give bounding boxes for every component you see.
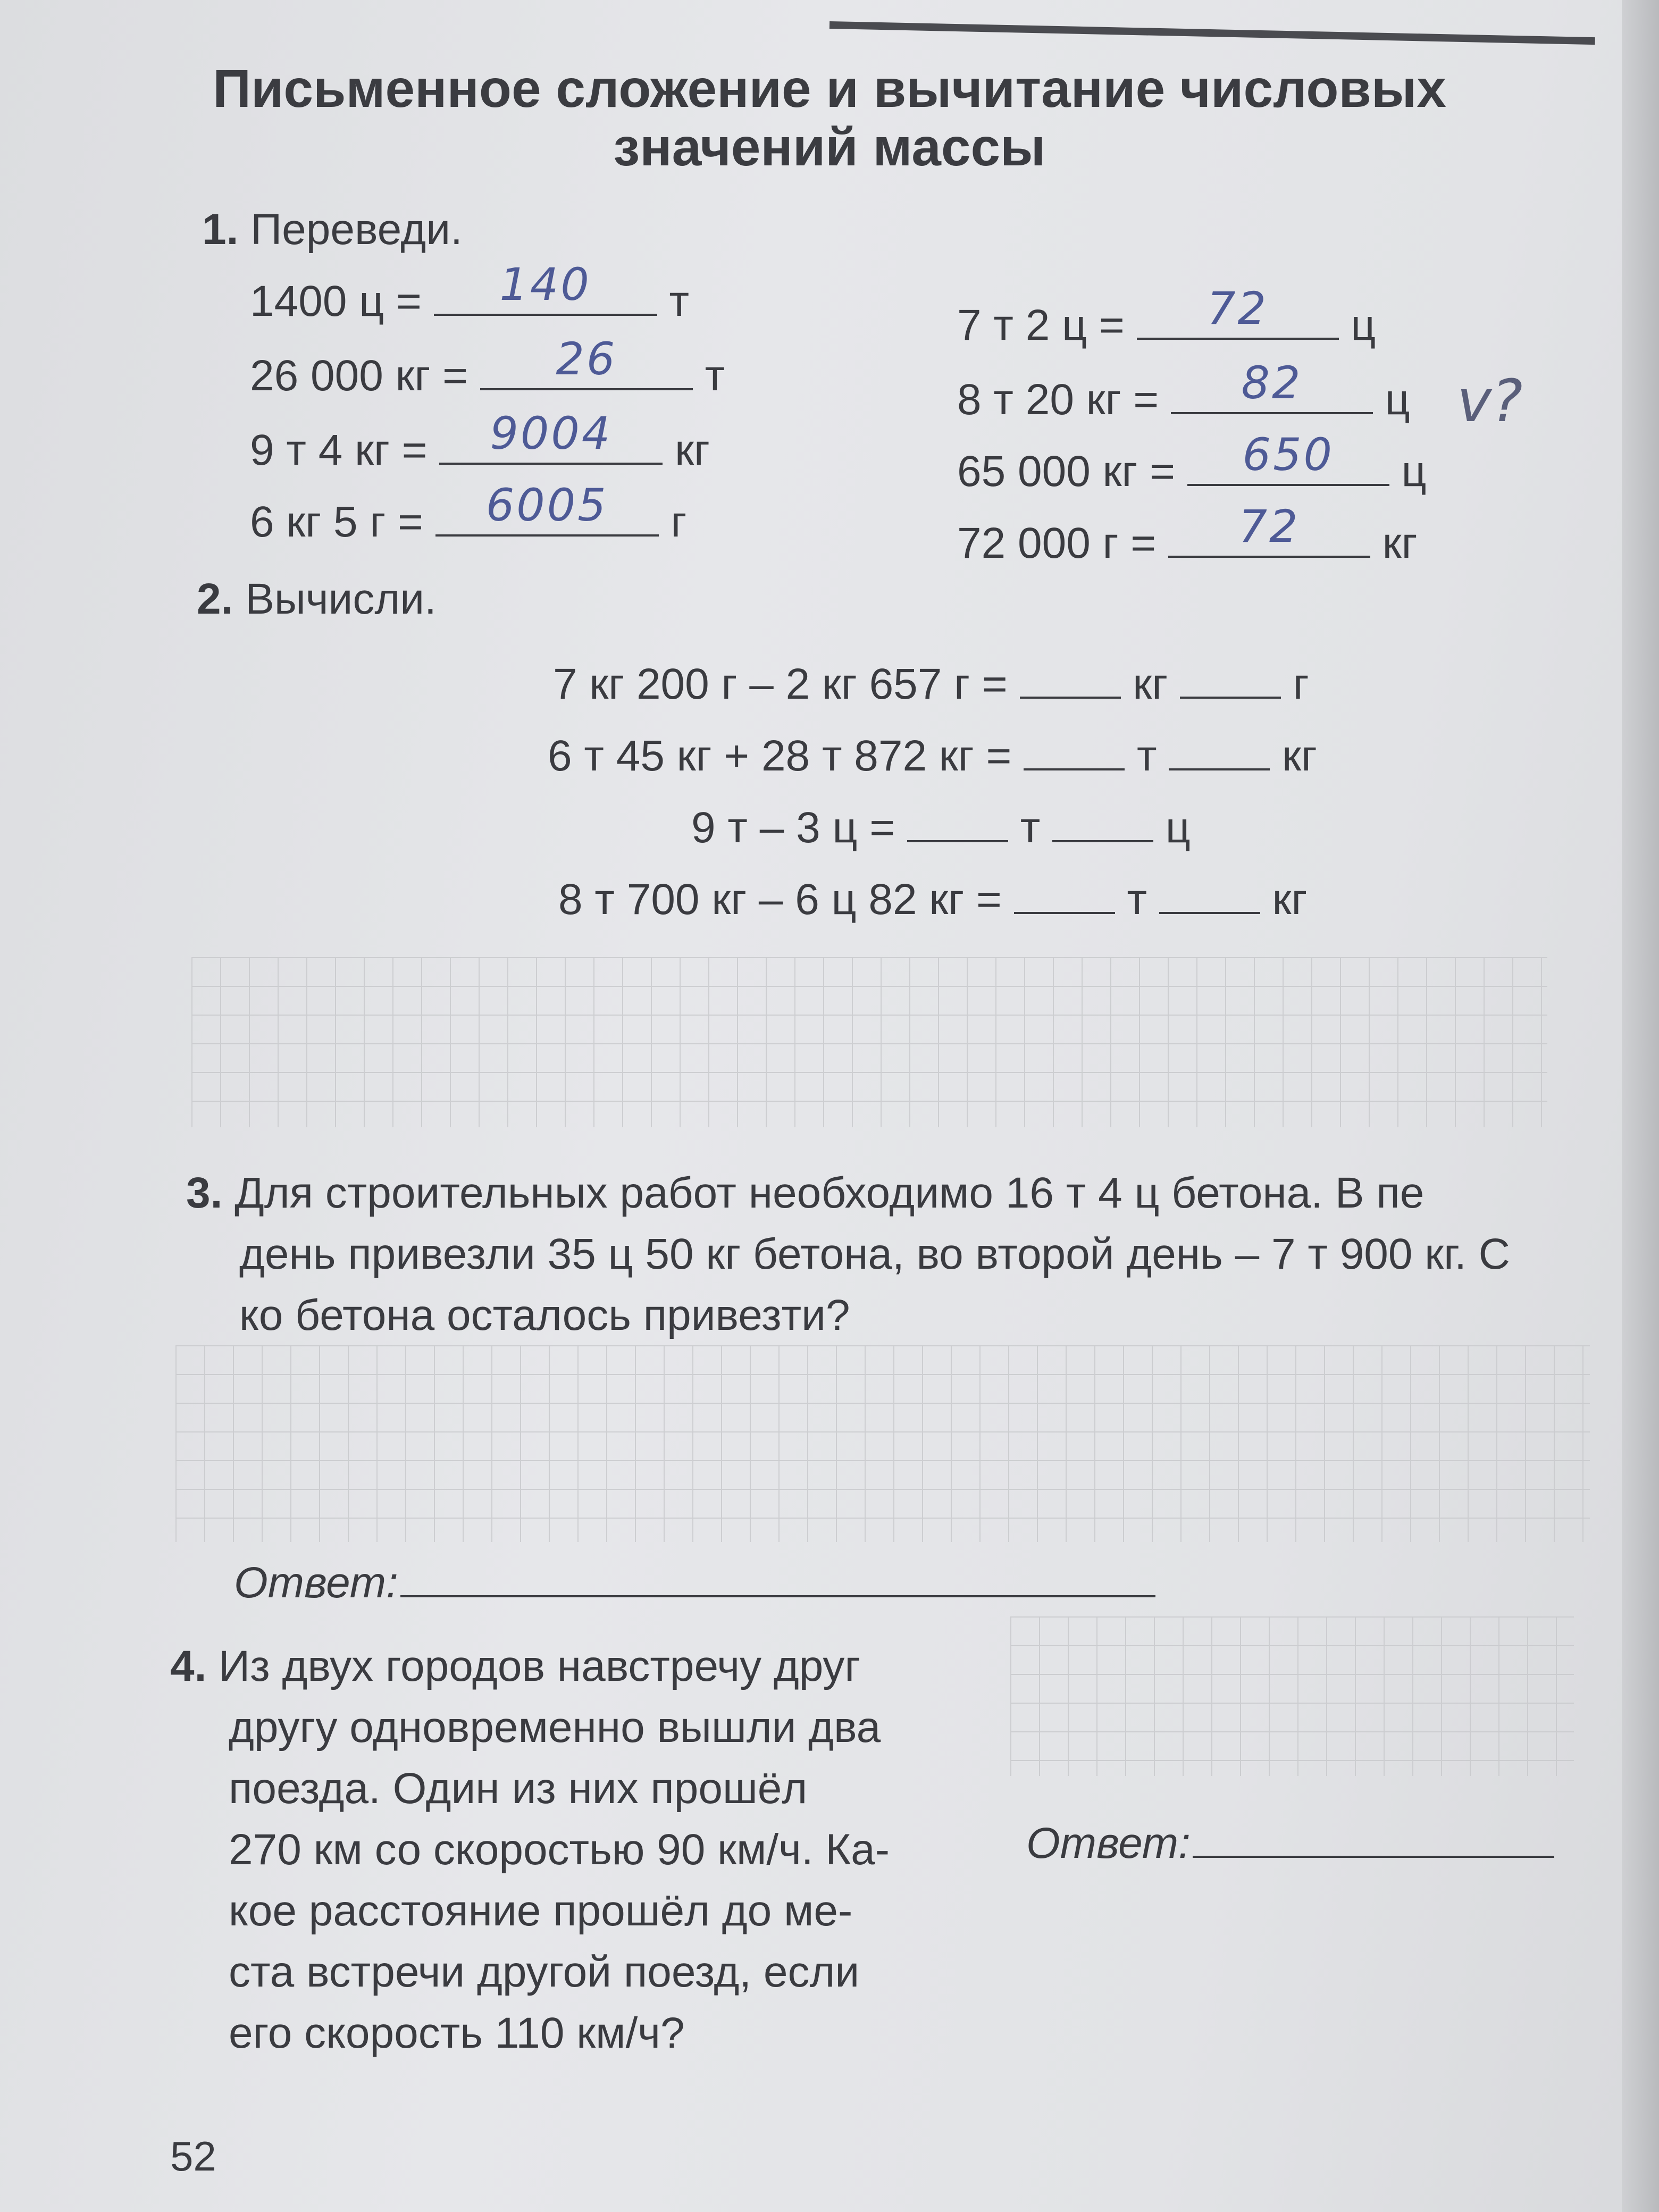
ex2-blank-1[interactable]	[1020, 659, 1121, 699]
page-edge	[1622, 0, 1659, 2212]
ex1-expr: 7 т 2 ц =	[957, 301, 1125, 349]
ex4-work-grid[interactable]	[1010, 1616, 1574, 1776]
ex1-expr: 26 000 кг =	[250, 351, 468, 400]
ex1-answer-blank[interactable]	[1187, 429, 1389, 486]
ex1-right-row-2	[957, 357, 1410, 425]
page-number: 52	[170, 2133, 216, 2180]
ex1-right-row-4	[957, 500, 1418, 568]
ex4-answer-blank[interactable]	[1193, 1824, 1554, 1858]
ex2-expr: 9 т – 3 ц =	[691, 803, 895, 852]
ex1-left-row-4	[250, 479, 687, 547]
exercise-1-heading	[202, 205, 463, 255]
handwritten-answer: 72	[1207, 282, 1268, 334]
ex4-line-5: кое расстояние прошёл до ме-	[229, 1887, 853, 1935]
ex2-unit: т	[1127, 875, 1147, 924]
ex2-blank-1[interactable]	[1024, 731, 1125, 770]
ex1-answer-blank[interactable]	[480, 333, 693, 390]
ex1-unit: т	[705, 351, 725, 400]
handwritten-answer: 9004	[490, 407, 613, 459]
page-title-line-1: Письменное сложение и вычитание числовых	[213, 59, 1446, 119]
exercise-2-number: 2.	[197, 575, 233, 623]
ex3-line-1	[186, 1159, 1424, 1227]
ex2-row-1	[553, 659, 1309, 709]
ex2-unit: ц	[1165, 803, 1191, 852]
ex1-unit: т	[669, 277, 689, 325]
ex2-unit: г	[1293, 660, 1309, 708]
ex1-expr: 65 000 кг =	[957, 447, 1176, 496]
ex1-expr: 8 т 20 кг =	[957, 375, 1159, 424]
ex4-line-4: 270 км со скоростью 90 км/ч. Ка-	[229, 1825, 890, 1874]
exercise-4-number: 4.	[170, 1642, 207, 1690]
ex4-answer-row	[1026, 1819, 1554, 1869]
handwritten-answer: 26	[556, 333, 617, 385]
ex4-line-7: его скорость 110 км/ч?	[229, 2009, 685, 2057]
exercise-2-heading	[197, 574, 437, 624]
ex1-unit: ц	[1385, 375, 1410, 424]
ex2-blank-2[interactable]	[1169, 731, 1270, 770]
ex4-text: Из двух городов навстречу друг	[219, 1642, 861, 1690]
ex2-blank-1[interactable]	[907, 803, 1008, 842]
ex2-row-3	[691, 803, 1191, 853]
ex2-expr: 6 т 45 кг + 28 т 872 кг =	[548, 732, 1012, 780]
ex1-left-row-3	[250, 407, 710, 475]
ex1-unit: ц	[1351, 301, 1376, 349]
ex1-answer-blank[interactable]	[1171, 357, 1373, 414]
ex4-answer-label: Ответ:	[1026, 1819, 1191, 1867]
exercise-2-instruction: Вычисли.	[245, 575, 437, 623]
ex4-line-1	[170, 1632, 860, 1700]
ex3-answer-blank[interactable]	[400, 1563, 1155, 1597]
ex1-answer-blank[interactable]	[1168, 500, 1370, 558]
handwritten-answer: 72	[1238, 500, 1300, 552]
exercise-1-instruction: Переведи.	[250, 205, 463, 254]
ex1-expr: 1400 ц =	[250, 277, 422, 325]
ex3-answer-row	[234, 1558, 1155, 1608]
ex1-right-row-3	[957, 429, 1427, 497]
ex1-expr: 72 000 г =	[957, 519, 1157, 567]
ex2-blank-2[interactable]	[1159, 875, 1260, 914]
ex3-text: Для строительных работ необходимо 16 т 4 ц бетона. В пе	[234, 1169, 1425, 1217]
handwritten-answer: 6005	[485, 479, 608, 531]
ex1-left-row-2	[250, 333, 725, 401]
ex2-unit: кг	[1272, 875, 1308, 924]
ex1-unit: ц	[1401, 447, 1427, 496]
ex2-row-4	[558, 875, 1307, 925]
ex2-blank-1[interactable]	[1014, 875, 1115, 914]
ex1-answer-blank[interactable]	[1137, 282, 1339, 340]
ex1-unit: кг	[675, 426, 710, 474]
ex3-answer-label: Ответ:	[234, 1559, 398, 1607]
ex2-blank-2[interactable]	[1052, 803, 1153, 842]
ex2-row-2	[548, 731, 1317, 781]
ex3-line-3: ко бетона осталось привезти?	[239, 1291, 850, 1339]
ex2-work-grid[interactable]	[191, 957, 1547, 1127]
ex2-expr: 8 т 700 кг – 6 ц 82 кг =	[558, 875, 1002, 924]
exercise-3-number: 3.	[186, 1169, 223, 1217]
ex1-answer-blank[interactable]	[434, 258, 657, 316]
page-title-line-2: значений массы	[613, 118, 1046, 177]
ex2-unit: кг	[1133, 660, 1168, 708]
ex2-unit: т	[1136, 732, 1157, 780]
ex1-answer-blank[interactable]	[439, 407, 663, 465]
ex2-unit: т	[1020, 803, 1041, 852]
handwritten-answer: 140	[499, 258, 591, 311]
ex2-unit: кг	[1282, 732, 1317, 780]
ex1-answer-blank[interactable]	[435, 479, 659, 537]
exercise-1-number: 1.	[202, 205, 239, 254]
handwritten-margin-note: v?	[1457, 367, 1523, 435]
handwritten-answer: 650	[1242, 429, 1335, 481]
ex4-line-3: поезда. Один из них прошёл	[229, 1764, 808, 1813]
ex2-expr: 7 кг 200 г – 2 кг 657 г =	[553, 660, 1008, 708]
ex1-expr: 6 кг 5 г =	[250, 498, 423, 546]
ex4-line-6: ста встречи другой поезд, если	[229, 1948, 860, 1996]
ex3-line-2: день привезли 35 ц 50 кг бетона, во второй день – 7 т 900 кг. С	[239, 1230, 1510, 1278]
ex4-line-2: другу одновременно вышли два	[229, 1703, 881, 1752]
ex1-unit: г	[671, 498, 687, 546]
handwritten-answer: 82	[1241, 357, 1303, 409]
ex1-left-row-1	[250, 258, 689, 326]
ex1-unit: кг	[1382, 519, 1418, 567]
ex2-blank-2[interactable]	[1180, 659, 1281, 699]
ex1-expr: 9 т 4 кг =	[250, 426, 428, 474]
ex3-work-grid[interactable]	[175, 1345, 1590, 1542]
ex1-right-row-1	[957, 282, 1376, 350]
